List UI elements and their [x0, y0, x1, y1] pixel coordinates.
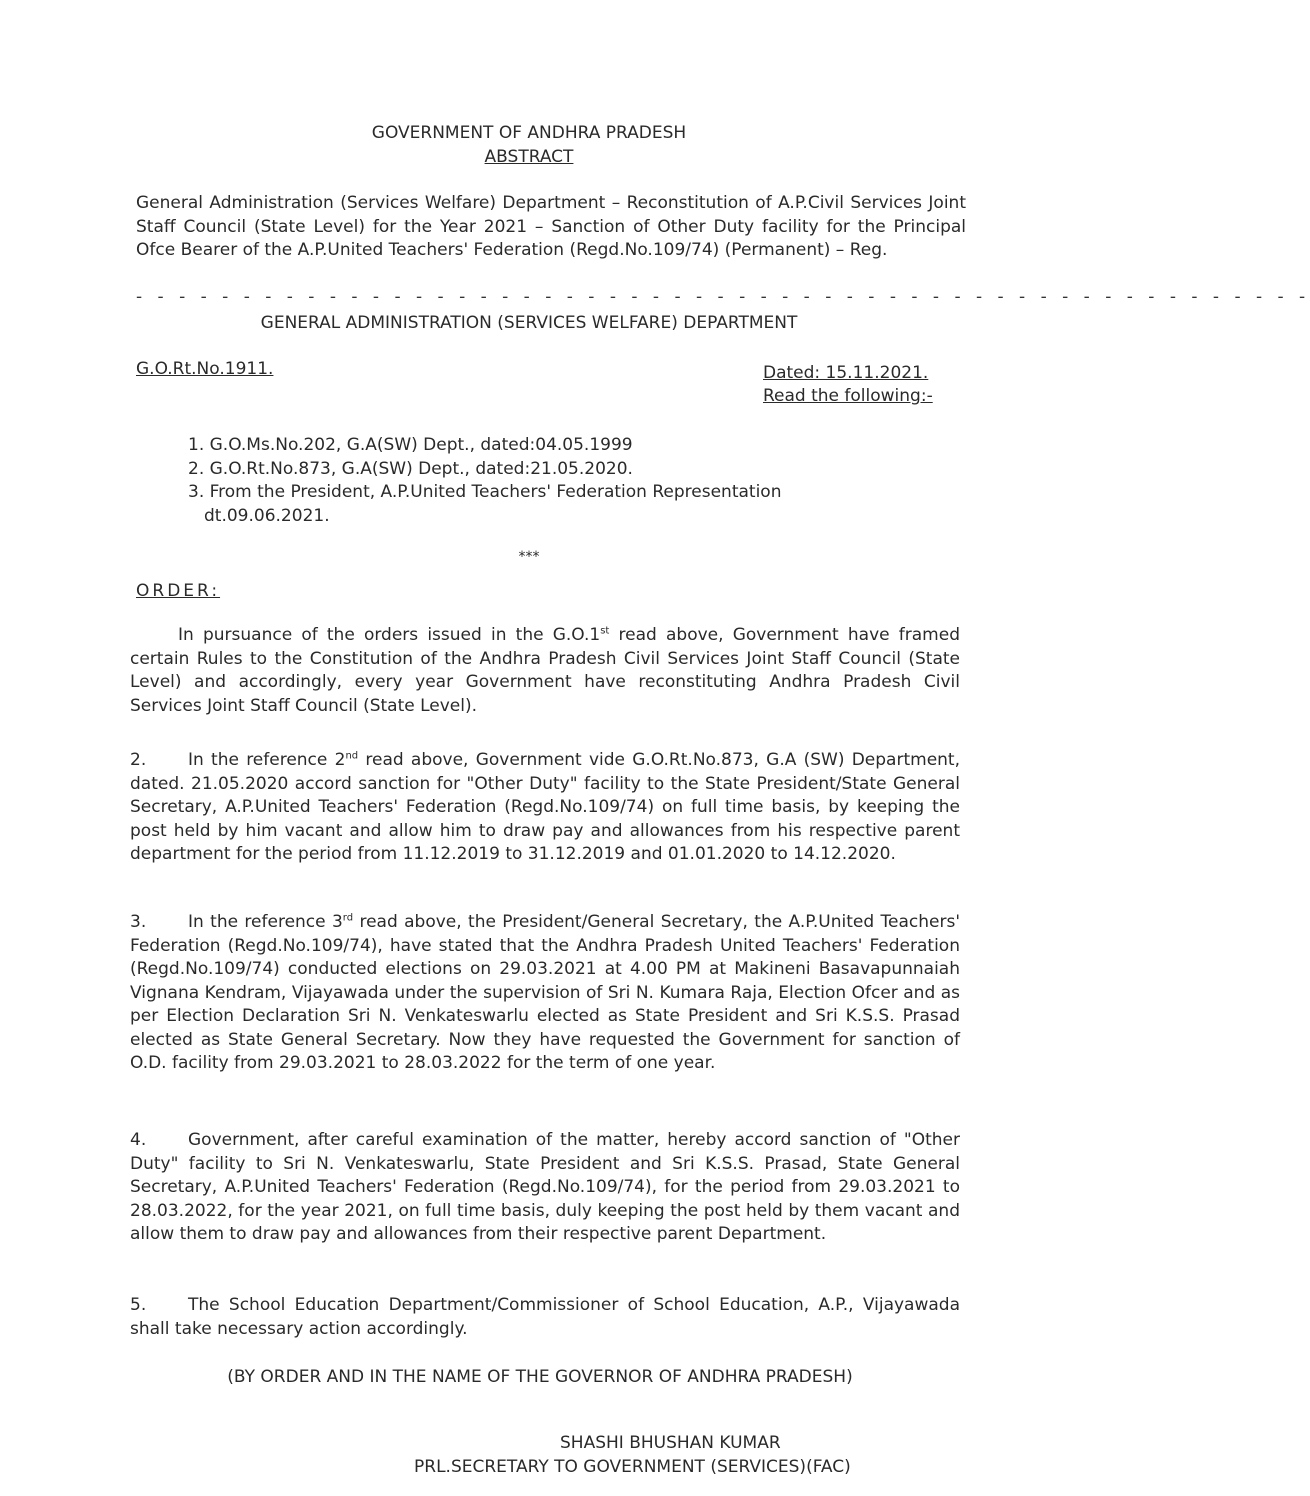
- paragraph-4: [130, 1129, 960, 1247]
- department-heading: GENERAL ADMINISTRATION (SERVICES WELFARE) DEPARTMENT: [260, 313, 798, 333]
- separator-line: - - - - - - - - - - - - - - - - - - - - - - - - - - - - - - - - - - - - - - - - - - - - - - - - - - - - - - -: [136, 287, 1310, 307]
- by-order-line: (BY ORDER AND IN THE NAME OF THE GOVERNOR OF ANDHRA PRADESH): [227, 1367, 853, 1387]
- paragraph-3-part-b: read above, the President/General Secretary, the A.P.United Teachers' Federation (Regd.No.109/74), have stated that the Andhra Pradesh United Teachers' Federation (Regd.No.109/74) conducted elections on 29.03.2021 at 4.00 PM at Makineni Basavapunnaiah Vignana Kendram, Vijayawada under the supervision of Sri N. Kumara Raja, Election Ofcer and as per Election Declaration Sri N. Venkateswarlu elected as State President and Sri K.S.S. Prasad elected as State General Secretary. Now they have requested the Government for sanction of O.D. facility from 29.03.2021 to 28.03.2022 for the term of one year.: [130, 912, 960, 1073]
- paragraph-1-part-a: In pursuance of the orders issued in the G.O.1: [178, 625, 601, 645]
- superscript: rd: [342, 912, 354, 924]
- reference-item-continuation: dt.09.06.2021.: [204, 505, 330, 526]
- reference-item: 1. G.O.Ms.No.202, G.A(SW) Dept., dated:04.05.1999: [188, 435, 633, 455]
- signatory-designation: PRL.SECRETARY TO GOVERNMENT (SERVICES)(FAC): [414, 1457, 851, 1477]
- subject-text: General Administration (Services Welfare) Department – Reconstitution of A.P.Civil Services Joint Staff Council (State Level) for the Year 2021 – Sanction of Other Duty facility for the Principal Ofce Bearer of the A.P.United Teachers' Federation (Regd.No.109/74) (Permanent) – Reg.: [136, 193, 966, 260]
- reference-item: 2. G.O.Rt.No.873, G.A(SW) Dept., dated:21.05.2020.: [188, 458, 633, 479]
- abstract-heading: [0, 146, 1058, 170]
- paragraph-number: 3.: [130, 912, 147, 932]
- go-number: G.O.Rt.No.1911.: [136, 359, 274, 379]
- superscript: st: [600, 625, 610, 637]
- paragraph-3: [130, 911, 960, 1076]
- order-label-text: ORDER:: [136, 581, 221, 601]
- order-date: Dated: 15.11.2021.: [763, 363, 929, 383]
- paragraph-2-part-a: In the reference 2: [188, 750, 346, 770]
- paragraph-2-part-b: read above, Government vide G.O.Rt.No.873, G.A (SW) Department, dated. 21.05.2020 accord sanction for "Other Duty" facility to the State President/State General Secretary, A.P.United Teachers' Federation (Regd.No.109/74) on full time basis, by keeping the post held by him vacant and allow him to draw pay and allowances from his respective parent department for the period from 11.12.2019 to 31.12.2019 and 01.01.2020 to 14.12.2020.: [130, 750, 960, 864]
- government-heading: GOVERNMENT OF ANDHRA PRADESH: [371, 123, 687, 143]
- paragraph-number: 4.: [130, 1130, 147, 1150]
- reference-item: 3. From the President, A.P.United Teachers' Federation Representation: [188, 482, 782, 502]
- references-list: [188, 434, 908, 528]
- paragraph-3-part-a: In the reference 3: [188, 912, 343, 932]
- abstract-label: ABSTRACT: [484, 147, 574, 167]
- superscript: nd: [345, 750, 359, 762]
- paragraph-4-text: Government, after careful examination of the matter, hereby accord sanction of "Other Duty" facility to Sri N. Venkateswarlu, State President and Sri K.S.S. Prasad, State General Secretary, A.P.United Teachers' Federation (Regd.No.109/74), for the period from 29.03.2021 to 28.03.2022, for the year 2021, on full time basis, duly keeping the post held by them vacant and allow them to draw pay and allowances from their respective parent Department.: [130, 1130, 960, 1244]
- paragraph-1-part-b: read above, Government have framed certain Rules to the Constitution of the Andhra Pradesh Civil Services Joint Staff Council (State Level) and accordingly, every year Government have reconstituting Andhra Pradesh Civil Services Joint Staff Council (State Level).: [130, 625, 960, 716]
- paragraph-number: 5.: [130, 1295, 147, 1315]
- order-label: [136, 580, 220, 604]
- paragraph-5-text: The School Education Department/Commissioner of School Education, A.P., Vijayawada shall take necessary action accordingly.: [130, 1295, 960, 1339]
- paragraph-2: [130, 749, 960, 867]
- paragraph-5: [130, 1294, 960, 1341]
- stars-separator: ***: [518, 549, 540, 565]
- paragraph-number: 2.: [130, 750, 147, 770]
- signatory-name: SHASHI BHUSHAN KUMAR: [560, 1433, 781, 1453]
- paragraph-1: [130, 624, 960, 718]
- read-following: Read the following:-: [763, 386, 933, 406]
